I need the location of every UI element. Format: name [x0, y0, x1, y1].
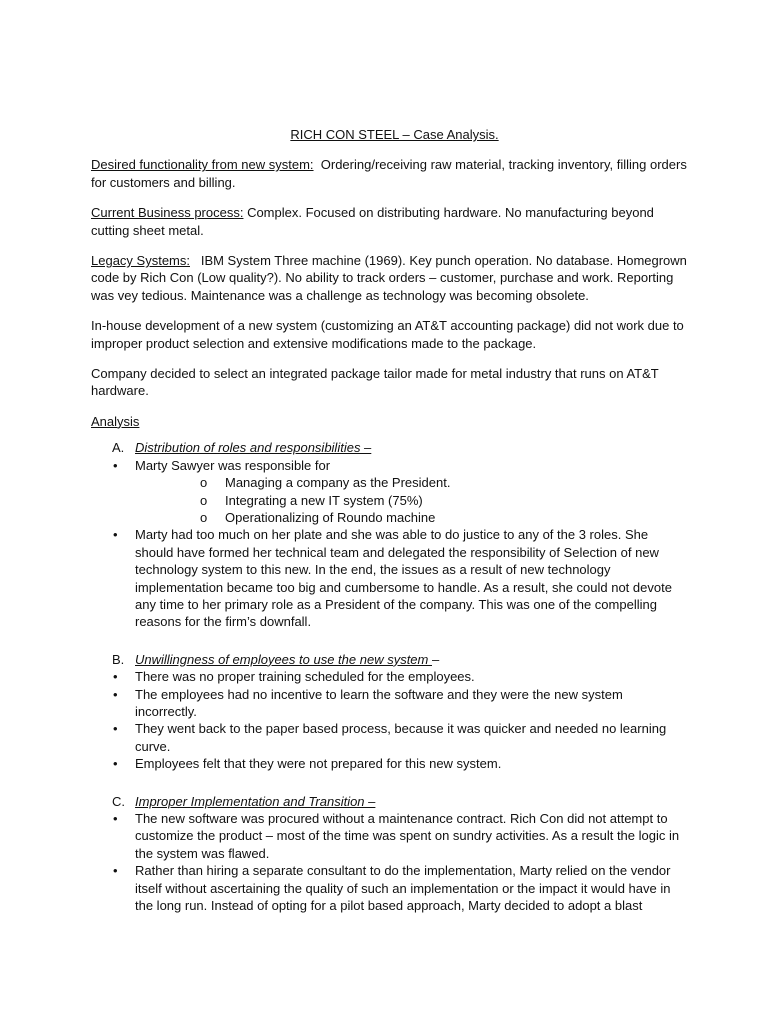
section-title: Improper Implementation and Transition –: [135, 793, 376, 809]
section-heading: [91, 793, 688, 810]
analysis-heading: Analysis: [91, 413, 140, 429]
bullet-icon: •: [113, 863, 118, 879]
sub-list-item: [135, 509, 688, 526]
paragraph-text: Complex. Focused on distributing hardware. No manufacturing beyond cutting sheet metal.: [91, 205, 658, 238]
bullet-list: [91, 810, 688, 914]
section-letter: A.: [112, 440, 125, 456]
bullet-icon: •: [113, 457, 118, 473]
paragraph-text: Ordering/receiving raw material, tracking inventory, filling orders for customers and billing.: [91, 157, 691, 190]
bullet-list: [91, 457, 688, 631]
bullet-icon: •: [113, 756, 118, 772]
paragraph-desired-functionality: [91, 156, 691, 191]
paragraph-current-business-process: [91, 204, 688, 239]
list-item: [91, 457, 688, 527]
list-item: [91, 862, 688, 914]
list-item: [91, 668, 688, 685]
sub-list-item: [135, 492, 688, 509]
section-title-suffix: –: [431, 651, 440, 667]
bullet-list: [91, 668, 688, 772]
sub-list-item-text: Operationalizing of Roundo machine: [225, 509, 436, 525]
section-letter: C.: [112, 793, 125, 809]
bullet-icon: •: [113, 527, 118, 543]
bullet-icon: •: [113, 669, 118, 685]
bullet-icon: •: [113, 811, 118, 826]
section-c: [91, 793, 688, 915]
list-item-text: There was no proper training scheduled for the employees.: [135, 669, 475, 685]
list-item: [91, 755, 688, 772]
list-item-text: The employees had no incentive to learn the software and they were the new system incorrectly.: [135, 686, 623, 719]
bullet-icon: •: [113, 686, 118, 702]
section-title: Distribution of roles and responsibilities –: [135, 440, 372, 456]
list-item-text: Marty had too much on her plate and she was able to do justice to any of the 3 roles. She should have formed her technical team and delegated the responsibility of Selection of new technology system to this new. In the end, the issues as a result of new technology implementation became too big and cumbersome to handle. As a result, she could not devote any time to her primary role as a President of the company. This was one of the compelling reasons for the firm’s downfall.: [135, 527, 672, 630]
list-item-text: Employees felt that they were not prepared for this new system.: [135, 756, 502, 772]
list-item: [91, 526, 688, 630]
section-heading: [91, 651, 688, 668]
paragraph-label: Legacy Systems:: [91, 253, 190, 269]
paragraph-inhouse-development: In-house development of a new system (customizing an AT&T accounting package) did not work due to improper product selection and extensive modifications made to the package.: [91, 318, 684, 351]
list-item-text: Marty Sawyer was responsible for: [135, 457, 331, 473]
section-heading: [91, 439, 688, 456]
list-item-text: They went back to the paper based process, because it was quicker and needed no learning curve.: [135, 721, 667, 754]
document-title: RICH CON STEEL – Case Analysis.: [290, 127, 499, 142]
paragraph-text: IBM System Three machine (1969). Key punch operation. No database. Homegrown code by Rich Con (Low quality?). No ability to track orders – customer, purchase and work. Reporting was vey tedious. Maintenance was a challenge as technology was becoming obsolete.: [91, 253, 691, 303]
sub-list-item-text: Integrating a new IT system (75%): [225, 492, 423, 508]
circle-bullet-icon: o: [200, 475, 208, 491]
list-item: [91, 686, 688, 721]
list-item: [91, 720, 688, 755]
paragraph-label: Desired functionality from new system:: [91, 157, 314, 173]
section-b: [91, 651, 688, 773]
paragraph-company-decision: Company decided to select an integrated package tailor made for metal industry that runs on AT&T hardware.: [91, 366, 659, 399]
list-item: [91, 810, 688, 862]
paragraph-legacy-systems: [91, 252, 691, 304]
section-title: Unwillingness of employees to use the new system: [135, 651, 432, 667]
list-item-text: Rather than hiring a separate consultant to do the implementation, Marty relied on the vendor itself without ascertaining the quality of such an implementation or the impact it would have in the long run. Instead of opting for a pilot based approach, Marty decided to adopt a blast: [135, 863, 671, 914]
list-item-text: The new software was procured without a maintenance contract. Rich Con did not attempt to customize the product – most of the time was spent on sundry activities. As a result the logic in the system was flawed.: [135, 811, 680, 861]
circle-bullet-icon: o: [200, 492, 208, 508]
section-a: [91, 439, 688, 630]
sub-list-item: [135, 474, 688, 491]
sub-list-item-text: Managing a company as the President.: [225, 475, 451, 491]
bullet-icon: •: [113, 721, 118, 737]
section-letter: B.: [112, 651, 125, 667]
circle-bullet-icon: o: [200, 509, 208, 525]
paragraph-label: Current Business process:: [91, 205, 244, 221]
sub-list: [135, 474, 688, 526]
